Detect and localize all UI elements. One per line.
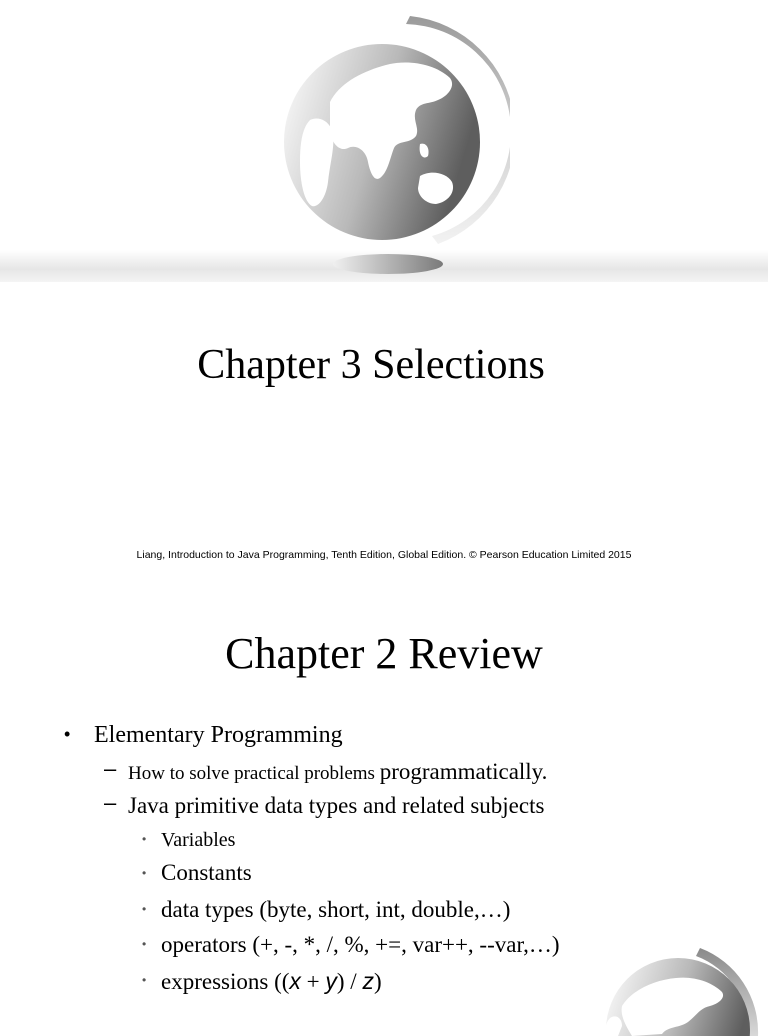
sub-bullet-marker: • <box>142 937 147 951</box>
sub-bullet-marker: • <box>142 866 147 880</box>
math-var-y: y <box>325 968 337 994</box>
sub-bullet-marker: • <box>142 832 147 846</box>
list-item-text: expressions (( <box>161 969 290 994</box>
list-item <box>128 758 547 788</box>
list-item: data types (byte, short, int, double,…) <box>161 897 511 922</box>
slide-title: Chapter 2 Review <box>225 629 543 678</box>
list-item-text: ) <box>373 969 382 994</box>
list-item-text: + <box>300 969 326 994</box>
list-item-text: programmatically. <box>379 759 548 784</box>
dash-marker: – <box>104 756 117 781</box>
math-var-x: x <box>289 968 301 994</box>
list-item: Elementary Programming <box>94 722 343 748</box>
list-item-text: How to solve practical problems <box>128 763 380 784</box>
list-item-text: ) / <box>336 969 363 994</box>
list-item: Java primitive data types and related subjects <box>128 793 545 818</box>
bullet-marker: • <box>64 724 71 744</box>
dash-marker: – <box>104 790 117 815</box>
sub-bullet-marker: • <box>142 973 147 987</box>
list-item: operators (+, -, *, /, %, +=, var++, --var,…) <box>161 932 560 957</box>
list-item: Constants <box>161 860 252 885</box>
sub-bullet-marker: • <box>142 902 147 916</box>
copyright-footer: Liang, Introduction to Java Programming, Tenth Edition, Global Edition. © Pearson Education Limited 2015 <box>136 549 632 561</box>
math-var-z: z <box>362 968 374 994</box>
slide-title: Chapter 3 Selections <box>197 342 545 388</box>
list-item <box>161 967 382 996</box>
globe-icon <box>270 12 510 280</box>
globe-icon <box>592 946 762 1036</box>
list-item: Variables <box>161 829 236 851</box>
